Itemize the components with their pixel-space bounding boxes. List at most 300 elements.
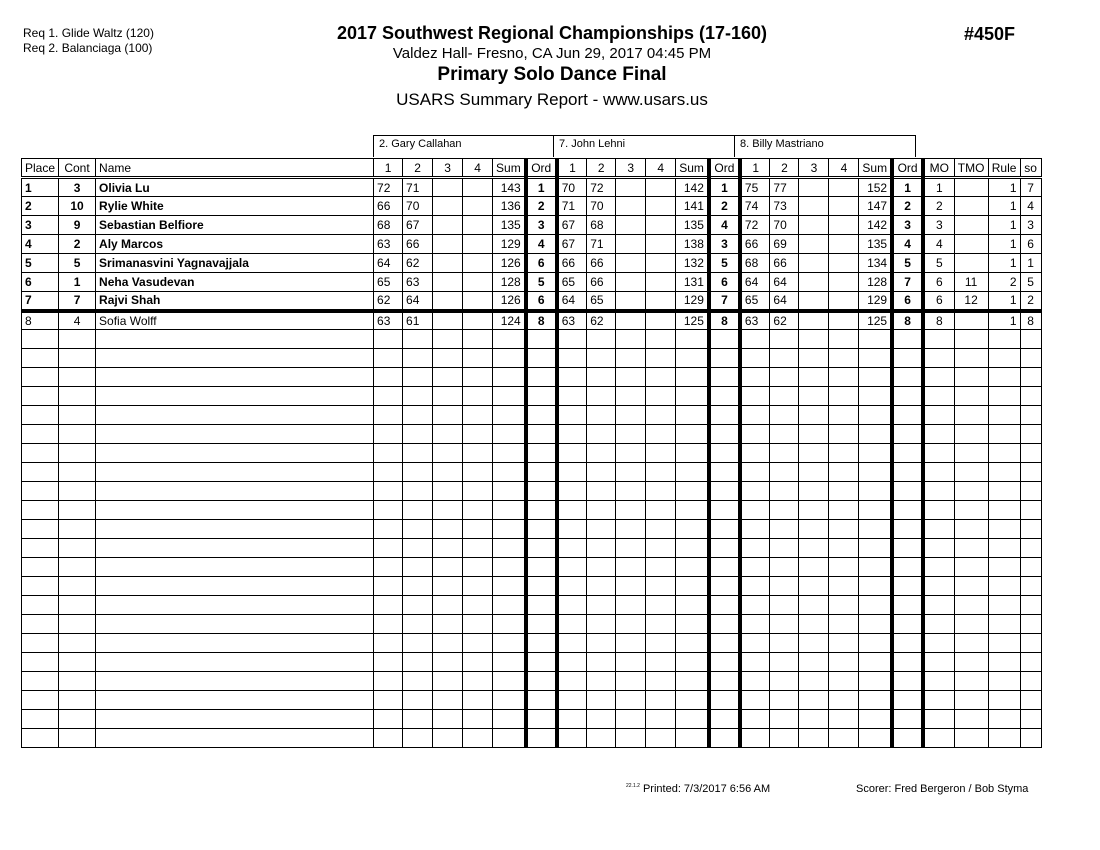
empty-cell: [954, 387, 988, 406]
empty-cell: [403, 482, 433, 501]
empty-cell: [59, 501, 96, 520]
empty-cell: [709, 444, 740, 463]
col-rule: Rule: [988, 159, 1020, 178]
judge1-score2: 61: [403, 311, 433, 330]
empty-cell: [493, 596, 526, 615]
empty-cell: [526, 539, 557, 558]
empty-cell: [463, 501, 493, 520]
empty-cell: [799, 368, 829, 387]
empty-row: [22, 444, 1042, 463]
col-j3-s2: 2: [770, 159, 799, 178]
empty-cell: [463, 634, 493, 653]
empty-cell: [616, 653, 646, 672]
empty-cell: [829, 463, 859, 482]
empty-cell: [829, 387, 859, 406]
empty-cell: [616, 387, 646, 406]
empty-cell: [1020, 691, 1041, 710]
requirement-2: Req 2. Balanciaga (100): [23, 41, 153, 55]
empty-cell: [96, 615, 374, 634]
empty-cell: [616, 577, 646, 596]
empty-cell: [892, 691, 923, 710]
judge3-score4: [829, 178, 859, 197]
empty-row: [22, 729, 1042, 748]
judge3-score2: 66: [770, 254, 799, 273]
judge1-ord: 4: [526, 235, 557, 254]
empty-cell: [799, 691, 829, 710]
judge2-score2: 62: [587, 311, 616, 330]
printed-timestamp: Printed: 7/3/2017 6:56 AM: [642, 783, 771, 795]
empty-cell: [923, 406, 954, 425]
empty-cell: [1020, 672, 1041, 691]
empty-row: [22, 368, 1042, 387]
judge1-score3: [433, 292, 463, 311]
empty-cell: [374, 520, 403, 539]
empty-cell: [59, 482, 96, 501]
empty-cell: [22, 596, 59, 615]
empty-cell: [96, 425, 374, 444]
judge3-score1: 63: [740, 311, 770, 330]
empty-cell: [374, 634, 403, 653]
empty-row: [22, 463, 1042, 482]
empty-cell: [59, 368, 96, 387]
judge3-score3: [799, 216, 829, 235]
table-row: [22, 235, 1042, 254]
empty-cell: [616, 520, 646, 539]
empty-cell: [433, 330, 463, 349]
empty-cell: [988, 634, 1020, 653]
empty-cell: [859, 501, 892, 520]
mo-cell: 6: [923, 273, 954, 292]
empty-cell: [493, 463, 526, 482]
empty-cell: [433, 615, 463, 634]
empty-cell: [646, 729, 676, 748]
empty-cell: [526, 463, 557, 482]
empty-cell: [96, 596, 374, 615]
empty-cell: [646, 330, 676, 349]
judge1-score4: [463, 254, 493, 273]
judge2-sum: 132: [676, 254, 709, 273]
empty-cell: [988, 406, 1020, 425]
rule-cell: 1: [988, 254, 1020, 273]
empty-cell: [770, 406, 799, 425]
empty-cell: [616, 596, 646, 615]
judge3-score3: [799, 254, 829, 273]
judge3-score3: [799, 292, 829, 311]
place-cell: 8: [22, 311, 59, 330]
empty-cell: [954, 577, 988, 596]
judge3-score3: [799, 273, 829, 292]
header-row: [22, 159, 1042, 178]
empty-cell: [22, 463, 59, 482]
judge3-score3: [799, 311, 829, 330]
empty-cell: [433, 596, 463, 615]
empty-cell: [829, 406, 859, 425]
judge2-sum: 129: [676, 292, 709, 311]
empty-cell: [829, 444, 859, 463]
so-cell: 3: [1020, 216, 1041, 235]
empty-cell: [22, 501, 59, 520]
empty-cell: [988, 425, 1020, 444]
empty-cell: [829, 672, 859, 691]
judge1-score1: 65: [374, 273, 403, 292]
empty-cell: [463, 387, 493, 406]
judge2-score4: [646, 254, 676, 273]
place-cell: 6: [22, 273, 59, 292]
empty-cell: [403, 615, 433, 634]
empty-cell: [493, 330, 526, 349]
empty-cell: [587, 653, 616, 672]
empty-cell: [374, 368, 403, 387]
empty-cell: [1020, 539, 1041, 558]
empty-cell: [96, 634, 374, 653]
judge1-score1: 64: [374, 254, 403, 273]
empty-cell: [22, 520, 59, 539]
judge1-score3: [433, 178, 463, 197]
judge2-ord: 1: [709, 178, 740, 197]
empty-cell: [587, 482, 616, 501]
empty-cell: [1020, 425, 1041, 444]
empty-cell: [676, 615, 709, 634]
judge1-score1: 63: [374, 311, 403, 330]
judge2-score4: [646, 273, 676, 292]
empty-cell: [829, 615, 859, 634]
judge1-score1: 62: [374, 292, 403, 311]
judge2-ord: 8: [709, 311, 740, 330]
empty-cell: [433, 691, 463, 710]
empty-cell: [59, 653, 96, 672]
empty-cell: [22, 691, 59, 710]
judge1-score1: 66: [374, 197, 403, 216]
empty-cell: [954, 539, 988, 558]
empty-cell: [988, 729, 1020, 748]
empty-cell: [923, 368, 954, 387]
empty-cell: [988, 691, 1020, 710]
empty-cell: [463, 330, 493, 349]
empty-cell: [988, 330, 1020, 349]
judge2-sum: 131: [676, 273, 709, 292]
report-title: USARS Summary Report - www.usars.us: [396, 90, 708, 109]
empty-cell: [770, 634, 799, 653]
judge-header-2: 7. John Lehni: [553, 135, 735, 157]
empty-cell: [892, 330, 923, 349]
empty-cell: [829, 691, 859, 710]
empty-cell: [799, 558, 829, 577]
empty-cell: [22, 634, 59, 653]
empty-cell: [493, 634, 526, 653]
judge3-score4: [829, 254, 859, 273]
empty-cell: [587, 596, 616, 615]
col-mo: MO: [923, 159, 954, 178]
judge1-sum: 126: [493, 254, 526, 273]
empty-cell: [988, 444, 1020, 463]
cont-cell: 10: [59, 197, 96, 216]
empty-cell: [587, 710, 616, 729]
empty-cell: [709, 729, 740, 748]
judge3-score2: 70: [770, 216, 799, 235]
empty-cell: [892, 710, 923, 729]
empty-cell: [799, 729, 829, 748]
empty-cell: [646, 634, 676, 653]
empty-cell: [988, 710, 1020, 729]
judge2-score3: [616, 178, 646, 197]
judge2-score1: 67: [557, 235, 587, 254]
judge2-sum: 142: [676, 178, 709, 197]
empty-row: [22, 596, 1042, 615]
empty-cell: [374, 596, 403, 615]
empty-cell: [493, 349, 526, 368]
empty-cell: [859, 710, 892, 729]
empty-cell: [374, 729, 403, 748]
empty-cell: [526, 406, 557, 425]
table-row: [22, 178, 1042, 197]
empty-cell: [557, 634, 587, 653]
empty-cell: [1020, 596, 1041, 615]
empty-cell: [96, 691, 374, 710]
empty-cell: [923, 349, 954, 368]
empty-cell: [770, 368, 799, 387]
empty-cell: [676, 482, 709, 501]
judge1-score4: [463, 273, 493, 292]
name-cell: Srimanasvini Yagnavajjala: [96, 254, 374, 273]
empty-cell: [22, 653, 59, 672]
empty-cell: [676, 691, 709, 710]
empty-cell: [740, 729, 770, 748]
empty-cell: [740, 520, 770, 539]
empty-cell: [709, 349, 740, 368]
empty-cell: [463, 615, 493, 634]
empty-cell: [587, 406, 616, 425]
empty-cell: [892, 653, 923, 672]
empty-row: [22, 330, 1042, 349]
empty-cell: [1020, 577, 1041, 596]
empty-cell: [403, 558, 433, 577]
empty-cell: [954, 672, 988, 691]
empty-cell: [859, 729, 892, 748]
empty-cell: [859, 387, 892, 406]
col-j2-ord: Ord: [709, 159, 740, 178]
judge1-ord: 6: [526, 254, 557, 273]
judge3-ord: 8: [892, 311, 923, 330]
empty-cell: [676, 558, 709, 577]
empty-cell: [59, 463, 96, 482]
empty-cell: [859, 672, 892, 691]
empty-cell: [799, 634, 829, 653]
empty-row: [22, 501, 1042, 520]
empty-cell: [374, 387, 403, 406]
empty-row: [22, 577, 1042, 596]
judge2-score1: 67: [557, 216, 587, 235]
empty-cell: [740, 710, 770, 729]
empty-cell: [770, 444, 799, 463]
empty-cell: [1020, 444, 1041, 463]
judge-header-3: 8. Billy Mastriano: [734, 135, 916, 157]
empty-row: [22, 539, 1042, 558]
empty-cell: [403, 520, 433, 539]
empty-cell: [676, 330, 709, 349]
judge3-ord: 6: [892, 292, 923, 311]
judge1-score4: [463, 235, 493, 254]
empty-cell: [799, 406, 829, 425]
empty-cell: [616, 729, 646, 748]
requirement-1: Req 1. Glide Waltz (120): [23, 26, 154, 40]
rule-cell: 1: [988, 235, 1020, 254]
empty-cell: [526, 520, 557, 539]
judge1-ord: 6: [526, 292, 557, 311]
empty-cell: [403, 444, 433, 463]
empty-cell: [740, 558, 770, 577]
empty-cell: [892, 444, 923, 463]
empty-cell: [493, 691, 526, 710]
empty-cell: [557, 330, 587, 349]
judge2-ord: 7: [709, 292, 740, 311]
empty-cell: [646, 691, 676, 710]
empty-cell: [493, 482, 526, 501]
empty-cell: [799, 539, 829, 558]
empty-cell: [526, 425, 557, 444]
judge3-sum: 147: [859, 197, 892, 216]
judge2-score1: 70: [557, 178, 587, 197]
judge2-score1: 71: [557, 197, 587, 216]
empty-cell: [770, 501, 799, 520]
col-j2-sum: Sum: [676, 159, 709, 178]
empty-cell: [646, 406, 676, 425]
name-cell: Sebastian Belfiore: [96, 216, 374, 235]
empty-cell: [59, 520, 96, 539]
empty-cell: [859, 425, 892, 444]
empty-cell: [59, 406, 96, 425]
judge3-ord: 1: [892, 178, 923, 197]
empty-cell: [59, 330, 96, 349]
judge3-score1: 66: [740, 235, 770, 254]
judge2-score1: 66: [557, 254, 587, 273]
empty-cell: [676, 520, 709, 539]
judge3-ord: 7: [892, 273, 923, 292]
empty-cell: [740, 425, 770, 444]
empty-cell: [526, 368, 557, 387]
empty-cell: [22, 539, 59, 558]
judge3-score1: 72: [740, 216, 770, 235]
judge1-score3: [433, 216, 463, 235]
empty-cell: [433, 501, 463, 520]
judge2-score3: [616, 273, 646, 292]
judge3-ord: 3: [892, 216, 923, 235]
empty-cell: [374, 710, 403, 729]
table-row: [22, 216, 1042, 235]
empty-cell: [22, 425, 59, 444]
empty-cell: [799, 463, 829, 482]
empty-row: [22, 710, 1042, 729]
name-cell: Aly Marcos: [96, 235, 374, 254]
judge3-sum: 134: [859, 254, 892, 273]
empty-cell: [892, 615, 923, 634]
empty-cell: [676, 596, 709, 615]
empty-cell: [923, 425, 954, 444]
col-j1-sum: Sum: [493, 159, 526, 178]
judge3-score4: [829, 292, 859, 311]
empty-cell: [709, 425, 740, 444]
empty-cell: [676, 444, 709, 463]
empty-cell: [829, 558, 859, 577]
empty-cell: [676, 463, 709, 482]
judge2-ord: 4: [709, 216, 740, 235]
empty-cell: [587, 634, 616, 653]
empty-cell: [676, 349, 709, 368]
judge3-score4: [829, 197, 859, 216]
empty-cell: [892, 501, 923, 520]
empty-cell: [22, 558, 59, 577]
judge3-ord: 2: [892, 197, 923, 216]
empty-cell: [892, 672, 923, 691]
judge1-sum: 136: [493, 197, 526, 216]
empty-cell: [646, 387, 676, 406]
empty-cell: [59, 710, 96, 729]
empty-cell: [954, 425, 988, 444]
tmo-cell: 12: [954, 292, 988, 311]
judge2-sum: 138: [676, 235, 709, 254]
empty-cell: [374, 558, 403, 577]
empty-cell: [59, 729, 96, 748]
empty-cell: [859, 406, 892, 425]
empty-cell: [587, 425, 616, 444]
empty-cell: [954, 482, 988, 501]
judge1-score4: [463, 178, 493, 197]
empty-cell: [988, 653, 1020, 672]
empty-cell: [676, 387, 709, 406]
name-cell: Neha Vasudevan: [96, 273, 374, 292]
empty-cell: [892, 406, 923, 425]
empty-cell: [587, 577, 616, 596]
empty-cell: [1020, 463, 1041, 482]
empty-cell: [954, 330, 988, 349]
empty-cell: [96, 577, 374, 596]
empty-cell: [403, 672, 433, 691]
empty-cell: [374, 444, 403, 463]
empty-row: [22, 349, 1042, 368]
mo-cell: 1: [923, 178, 954, 197]
empty-cell: [403, 596, 433, 615]
judge2-sum: 135: [676, 216, 709, 235]
empty-cell: [676, 539, 709, 558]
empty-cell: [59, 634, 96, 653]
empty-cell: [923, 501, 954, 520]
empty-cell: [616, 368, 646, 387]
empty-cell: [829, 596, 859, 615]
empty-cell: [616, 463, 646, 482]
empty-row: [22, 615, 1042, 634]
empty-cell: [988, 672, 1020, 691]
empty-cell: [799, 482, 829, 501]
col-j2-s2: 2: [587, 159, 616, 178]
empty-cell: [892, 539, 923, 558]
col-j3-s4: 4: [829, 159, 859, 178]
empty-cell: [770, 729, 799, 748]
empty-cell: [96, 653, 374, 672]
empty-cell: [954, 406, 988, 425]
results-body: [22, 178, 1042, 748]
empty-cell: [587, 615, 616, 634]
empty-cell: [988, 482, 1020, 501]
empty-cell: [892, 387, 923, 406]
empty-cell: [923, 539, 954, 558]
table-row: [22, 273, 1042, 292]
empty-cell: [988, 539, 1020, 558]
col-j3-s1: 1: [740, 159, 770, 178]
empty-cell: [59, 596, 96, 615]
empty-cell: [646, 520, 676, 539]
so-cell: 7: [1020, 178, 1041, 197]
empty-cell: [59, 558, 96, 577]
empty-cell: [859, 368, 892, 387]
